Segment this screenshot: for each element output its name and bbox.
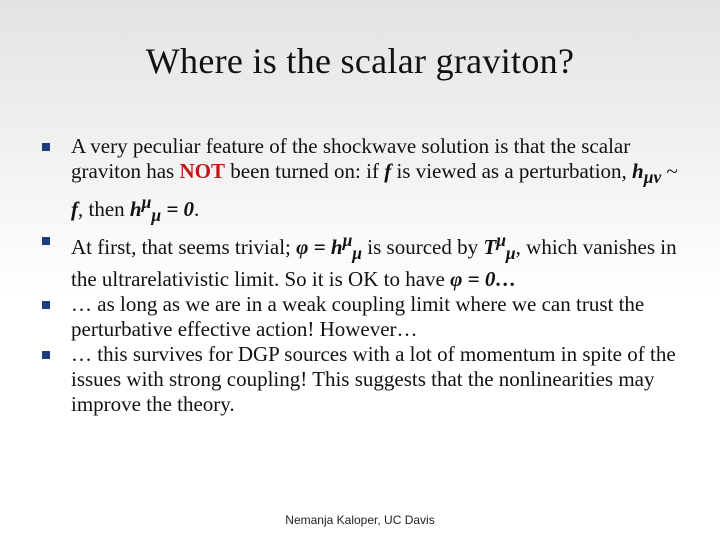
footer-author: Nemanja Kaloper, UC Davis [285,513,435,527]
bullet-text: . [194,197,200,222]
bullet-text: been turned on: if [225,159,385,183]
math-f: f [384,159,392,183]
bullet-list [40,134,690,417]
not-emphasis: NOT [179,159,225,183]
bullet-item [40,134,690,228]
math-sup: μ [141,192,152,213]
square-bullet-icon [42,351,50,359]
math-f: f [71,197,78,222]
slide-title: Where is the scalar graviton? [145,41,575,81]
bullet-text: , which vanishes in the ultrarelativistic limit. So it is OK to have [71,235,677,291]
bullet-text: A very peculiar feature of the shockwave solution is that the scalar graviton has [71,134,631,183]
math-sub: μν [643,167,662,188]
bullet-item [40,342,690,417]
math-sup: μ [342,230,353,251]
bullet-text: , then [78,197,130,222]
math-sub: μ [352,243,363,264]
bullet-text: is viewed as a perturbation, [391,159,633,183]
bullet-text: is sourced by [362,235,484,260]
bullet-text: ~ [661,159,678,183]
bullet-item [40,228,690,291]
math-phi-zero: φ = 0… [450,266,517,291]
math-sub: μ [505,243,516,264]
bullet-item [40,292,690,342]
bullet-text: At first, that seems trivial; [71,235,297,260]
bullet-text: … this survives for DGP sources with a lot of momentum in spite of the issues with strong coupling! This suggests that the nonlinearities may improve the theory. [71,341,676,416]
math-equals-zero: = 0 [161,197,195,222]
square-bullet-icon [42,143,50,151]
math-trace-h [129,192,195,226]
math-h-mu-nu [632,159,662,188]
math-h: h [129,197,142,222]
math-t: T [483,235,497,260]
bullet-text: … as long as we are in a weak coupling limit where we can trust the perturbative effective action! However… [71,291,645,341]
square-bullet-icon [42,237,50,245]
math-sup: μ [496,230,506,251]
math-phi-equation [296,230,363,264]
math-trace-t [483,230,516,264]
math-sub: μ [151,205,162,226]
math-h: h [632,159,644,183]
math-phi-h: φ = h [296,235,343,260]
square-bullet-icon [42,301,50,309]
